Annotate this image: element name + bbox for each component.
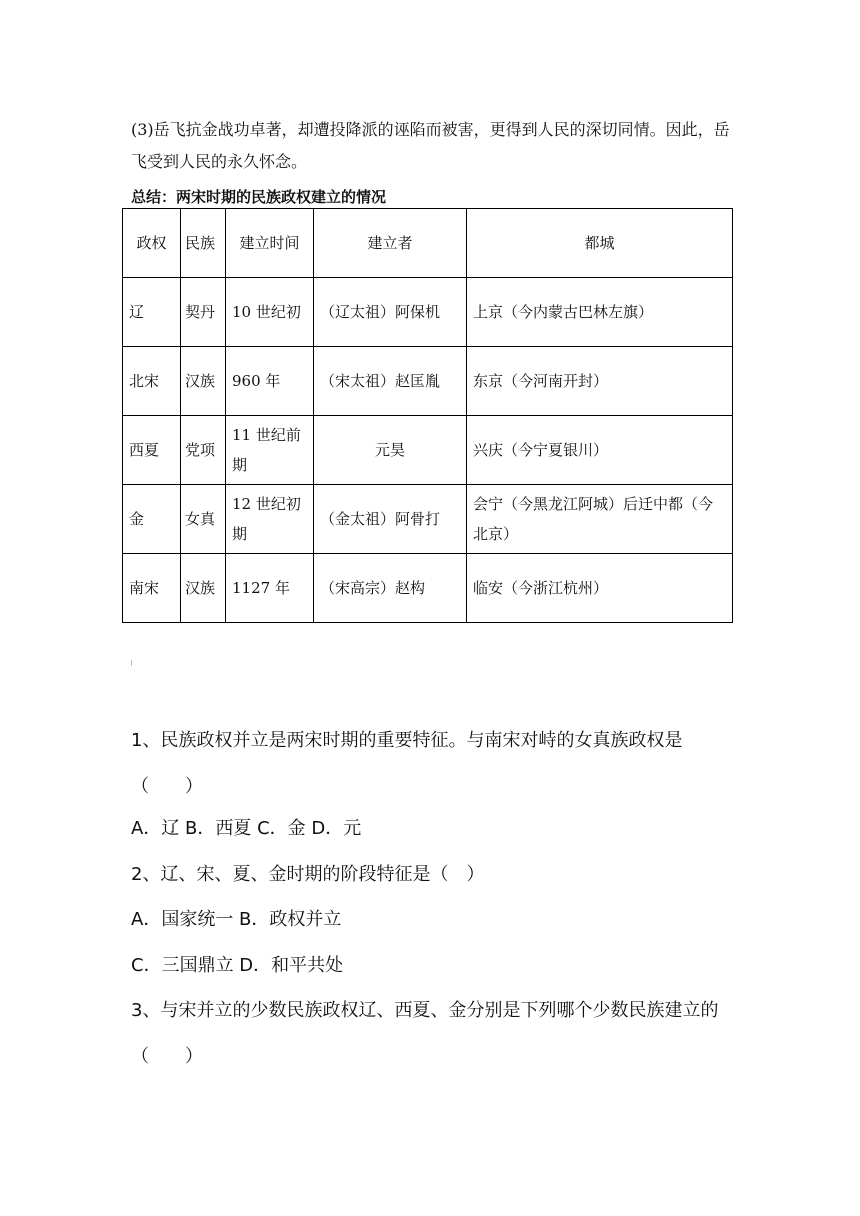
regimes-table	[122, 208, 733, 623]
paragraph-yue-fei: (3)岳飞抗金战功卓著，却遭投降派的诬陷而被害，更得到人民的深切同情。因此，岳飞受到人民的永久怀念。	[131, 120, 730, 171]
table-cell: 女真	[181, 485, 226, 554]
table-cell: （金太祖）阿骨打	[314, 485, 467, 554]
table-cell: 临安（今浙江杭州）	[467, 554, 733, 623]
table-cell: 会宁（今黑龙江阿城）后迁中都（今北京）	[467, 485, 733, 554]
question-2-options-1: A．国家统一 B．政权并立	[131, 909, 342, 930]
table-cell: 960 年	[226, 347, 314, 416]
table-cell: 金	[123, 485, 181, 554]
table-cell: 上京（今内蒙古巴林左旗）	[467, 278, 733, 347]
summary-title: 总结：两宋时期的民族政权建立的情况	[131, 188, 387, 206]
table-cell: 元昊	[314, 416, 467, 485]
table-row	[123, 554, 733, 623]
header-cell: 政权	[123, 209, 181, 278]
table-cell: （宋高宗）赵构	[314, 554, 467, 623]
table-cell: 党项	[181, 416, 226, 485]
table-cell: 1127 年	[226, 554, 314, 623]
table-header-row	[123, 209, 733, 278]
table-row	[123, 485, 733, 554]
divider-mark	[131, 660, 132, 666]
header-cell: 建立时间	[226, 209, 314, 278]
table-cell: 兴庆（今宁夏银川）	[467, 416, 733, 485]
question-1: 1、民族政权并立是两宋时期的重要特征。与南宋对峙的女真族政权是（ ）	[131, 730, 683, 797]
header-cell: 都城	[467, 209, 733, 278]
table-cell: 南宋	[123, 554, 181, 623]
table-cell: 北宋	[123, 347, 181, 416]
question-2: 2、辽、宋、夏、金时期的阶段特征是（ ）	[131, 864, 485, 885]
table-row	[123, 278, 733, 347]
table-cell: 辽	[123, 278, 181, 347]
table-cell: 契丹	[181, 278, 226, 347]
question-2-options-2: C．三国鼎立 D．和平共处	[131, 955, 344, 976]
table-row	[123, 347, 733, 416]
question-3: 3、与宋并立的少数民族政权辽、西夏、金分别是下列哪个少数民族建立的（ ）	[131, 1000, 719, 1067]
table-cell: 西夏	[123, 416, 181, 485]
table-cell: 汉族	[181, 554, 226, 623]
table-cell: 11 世纪前期	[226, 416, 314, 485]
table-cell: （辽太祖）阿保机	[314, 278, 467, 347]
table-row	[123, 416, 733, 485]
table-cell: 12 世纪初期	[226, 485, 314, 554]
table-cell: 东京（今河南开封）	[467, 347, 733, 416]
table-cell: 10 世纪初	[226, 278, 314, 347]
question-1-options: A．辽 B．西夏 C．金 D．元	[131, 818, 362, 839]
header-cell: 建立者	[314, 209, 467, 278]
header-cell: 民族	[181, 209, 226, 278]
table-cell: （宋太祖）赵匡胤	[314, 347, 467, 416]
table-cell: 汉族	[181, 347, 226, 416]
